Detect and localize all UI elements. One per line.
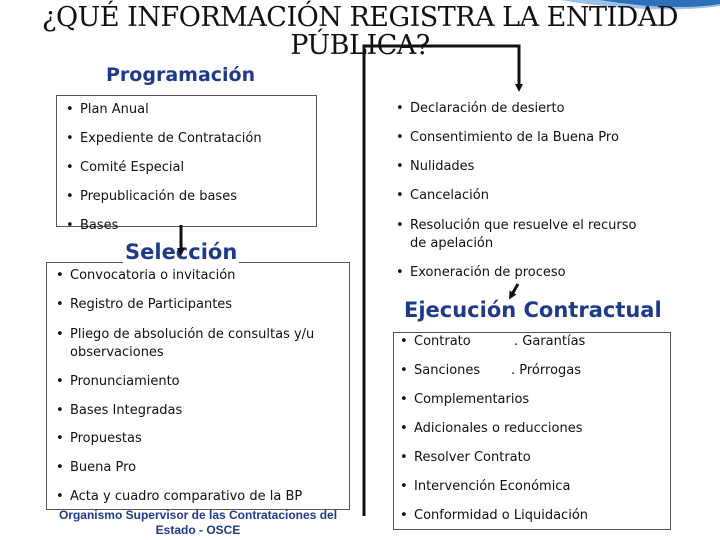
ejecucion-list bbox=[400, 334, 668, 528]
list-item: • Complementarios bbox=[400, 392, 668, 421]
list-item: • Plan Anual bbox=[66, 95, 311, 124]
list-item: • Adicionales o reducciones bbox=[400, 421, 668, 450]
programacion-heading: Programación bbox=[106, 64, 256, 86]
list-item: • Intervención Económica bbox=[400, 479, 668, 508]
list-item: • Cancelación bbox=[396, 188, 656, 217]
seleccion-cont-list bbox=[396, 101, 656, 285]
prorrogas-label: . Prórrogas bbox=[511, 363, 582, 378]
list-item: • Propuestas bbox=[56, 431, 336, 460]
list-item: • Exoneración de proceso bbox=[396, 265, 656, 285]
list-item: • Expediente de Contratación bbox=[66, 124, 311, 153]
list-item: • Declaración de desierto bbox=[396, 101, 656, 130]
contrato-label: Contrato bbox=[414, 334, 471, 349]
list-item: • Comité Especial bbox=[66, 153, 311, 182]
garantias-label: . Garantías bbox=[514, 334, 586, 349]
list-item: • Resolver Contrato bbox=[400, 450, 668, 479]
list-item: • Acta y cuadro comparativo de la BP bbox=[56, 489, 336, 509]
list-item: • Registro de Participantes bbox=[56, 297, 336, 326]
list-item: • Conformidad o Liquidación bbox=[400, 508, 668, 528]
seleccion-heading: Selección bbox=[125, 240, 238, 264]
footer-line-1: Organismo Supervisor de las Contrataciones del bbox=[58, 508, 338, 522]
list-item: • Prepublicación de bases bbox=[66, 182, 311, 211]
list-item: • Bases bbox=[66, 211, 311, 240]
footer-organization bbox=[30, 508, 366, 538]
page-title: ¿QUÉ INFORMACIÓN REGISTRA LA ENTIDAD PÚBLICA? bbox=[42, 2, 678, 61]
list-item: • Pronunciamiento bbox=[56, 374, 336, 403]
seleccion-list bbox=[56, 268, 336, 509]
programacion-list bbox=[66, 95, 311, 240]
sanciones-label: Sanciones bbox=[414, 363, 481, 378]
list-item: • Bases Integradas bbox=[56, 403, 336, 431]
list-item: • Resolución que resuelve el recurso de apelación bbox=[396, 217, 656, 265]
list-item: • Buena Pro bbox=[56, 460, 336, 489]
footer-line-2: Estado - OSCE bbox=[155, 523, 241, 537]
list-item: • Convocatoria o invitación bbox=[56, 268, 336, 297]
list-item: • Pliego de absolución de consultas y/u observaciones bbox=[56, 326, 336, 374]
list-item bbox=[400, 334, 668, 363]
list-item: • Consentimiento de la Buena Pro bbox=[396, 130, 656, 159]
list-item: • Nulidades bbox=[396, 159, 656, 188]
ejecucion-heading: Ejecución Contractual bbox=[404, 298, 662, 322]
list-item bbox=[400, 363, 668, 392]
